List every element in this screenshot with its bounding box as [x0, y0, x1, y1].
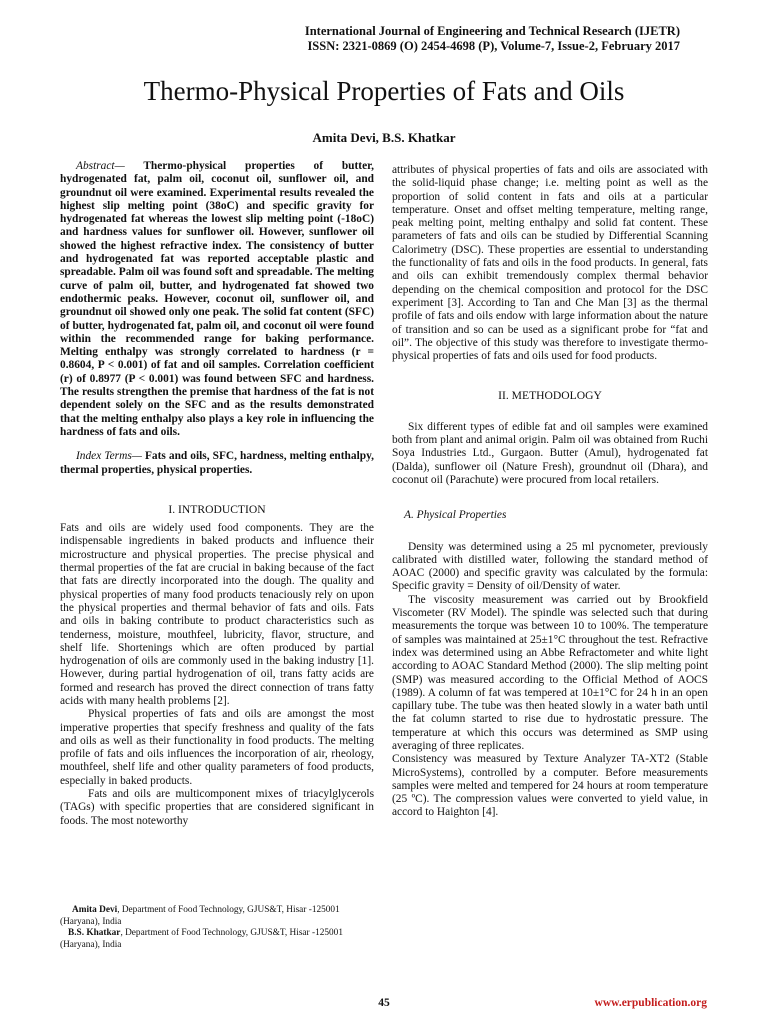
index-terms: [60, 450, 374, 477]
methodology-paragraph-3: The viscosity measurement was carried out by Brookfield Viscometer (RV Model). The spindle was selected such that during measurements the torque was between 10 to 100%. The temperature of samples was maintained at 25±1°C throughout the test. Refractive index was determined using an Abbe Refractometer and white light according to AOAC Standard Method (2000). The slip melting point (SMP) was measured according to the Official Method of AOCS (1989). A column of fat was tempered at 10±1°C for 24 h in an open capillary tube. The tube was then heated slowly in a water bath until the fat column started to rise due to hydrostatic pressure. The temperature at which this occurs was determined as SMP using averaging of three replicates.: [392, 593, 708, 752]
footnote-author-1-text: , Department of Food Technology, GJUS&T, Hisar -125001 (Haryana), India: [60, 905, 340, 927]
abstract-text: Thermo-physical properties of butter, hydrogenated fat, palm oil, coconut oil, sunflower oil, and groundnut oil were examined. Experimental results revealed the highest slip melting point (38oC) and specific gravity for hydrogenated fat whereas the lowest slip melting point (-18oC) and hardness values for sunflower oil. However, sunflower oil showed the highest refractive index. The consistency of butter and hydrogenated fat was reported acceptable plastic and spreadable. Palm oil was found soft and spreadable. The melting curve of palm oil, butter, and hydrogenated fat showed two endothermic peaks. However, coconut oil, sunflower oil, and groundnut oil showed only one peak. The solid fat content (SFC) of butter, hydrogenated fat, palm oil, and coconut oil were found within the recommended range for baking performance. Melting enthalpy was strongly correlated to hardness (r = 0.8604, P < 0.001) of fat and oil samples. Correlation coefficient (r) of 0.8977 (P < 0.001) was found between SFC and hardness. The results strengthen the premise that hardness of the fat is not dependent solely on the SFC and as the results demonstrated that the melting enthalpy also plays a key role in influencing the hardness of fats and oils.: [60, 160, 374, 438]
footnote-author-1: [60, 905, 378, 928]
index-terms-label: Index Terms—: [76, 450, 142, 463]
footnote-author-2: [60, 928, 378, 951]
paper-title: Thermo-Physical Properties of Fats and Oils: [143, 76, 625, 106]
footnote-author-1-name: Amita Devi: [72, 905, 118, 915]
methodology-paragraph-1: Six different types of edible fat and oil samples were examined both from plant and animal origin. Palm oil was obtained from Ruchi Soya Industries Ltd., Gurgaon. Butter (Amul), hydrogenated fat (Dalda), sunflower oil (Nature Fresh), groundnut oil (Dhara), and coconut oil (Parachute) were procured from local retailers.: [392, 420, 708, 486]
publisher-url-link[interactable]: www.erpublication.org: [594, 997, 707, 1009]
intro-paragraph-4: attributes of physical properties of fats and oils are associated with the solid-liquid phase change; i.e. melting point as well as the proportion of solid content in fats and oils at a particular temperature. Onset and offset melting temperature, melting range, peak melting point, melting enthalpy and solid fat content. These parameters of fats and oils can be studied by Differential Scanning Calorimetry (DSC). These properties are essential to understanding the functionality of fats and oils in the food products. In general, fats and oils can exhibit tremendously complex thermal behavior depending on the chemical composition and protocol for the DSC experiment [3]. According to Tan and Che Man [3] as the thermal profile of fats and oils endow with large information about the nature of transition and so can be used as a significant probe for “fat and oil”. The objective of this study was therefore to investigate thermo-physical properties of fats and oils used for food products.: [392, 164, 708, 363]
author-footnotes: [60, 905, 378, 951]
intro-paragraph-3: Fats and oils are multicomponent mixes of triacylglycerols (TAGs) with specific properties that are considered significant in foods. The most noteworthy: [60, 788, 374, 827]
section-heading-introduction: I. INTRODUCTION: [168, 502, 266, 516]
footnote-author-2-name: B.S. Khatkar: [68, 928, 121, 938]
left-column: [60, 160, 374, 828]
paper-authors: Amita Devi, B.S. Khatkar: [312, 130, 456, 145]
section-heading-methodology: II. METHODOLOGY: [498, 389, 602, 403]
journal-issn: ISSN: 2321-0869 (O) 2454-4698 (P), Volume-7, Issue-2, February 2017: [307, 39, 680, 53]
methodology-paragraph-4: Consistency was measured by Texture Analyzer TA-XT2 (Stable MicroSystems), controlled by a computer. Before measurements samples were melted and tempered for 24 hours at room temperature (25 ºC). The compression values were converted to yield value, in accord to Haighton [4].: [392, 753, 708, 819]
index-terms-text: Fats and oils, SFC, hardness, melting enthalpy, thermal properties, physical properties.: [60, 450, 374, 476]
footnote-author-2-text: , Department of Food Technology, GJUS&T, Hisar -125001 (Haryana), India: [60, 928, 343, 950]
journal-header: [305, 24, 680, 54]
methodology-paragraph-2: Density was determined using a 25 ml pycnometer, previously calibrated with distilled water, following the standard method of AOAC (2000) and specific gravity was calculated by the formula: Specific gravity = Density of oil/Density of water.: [392, 540, 708, 593]
page-number: 45: [378, 997, 390, 1009]
intro-paragraph-1: Fats and oils are widely used food components. They are the indispensable ingredients in baked products and influence their microstructure and physical properties. The precise physical and thermal properties of the fat are crucial in baking because of the fact that fats are directly incorporated into the dough. The quality and physical properties of many food products tenaciously rely on upon the physical properties and thermal behavior of fats and oils. Fats and oils in baking contribute to product characteristics such as tenderness, moisture, mouthfeel, lubricity, flavor, structure, and shelf life. Shortenings which are often produced by partial hydrogenation of oils are commonly used in the baking industry [1]. However, during partial hydrogenation of oil, trans fatty acids are formed and research has proved the direct connection of trans fatty acids with many health problems [2].: [60, 522, 374, 707]
journal-name: International Journal of Engineering and Technical Research (IJETR): [304, 24, 680, 38]
intro-paragraph-2: Physical properties of fats and oils are amongst the most imperative properties that specify freshness and quality of the fats and oils as well as their functionality in food products. The melting profile of fats and oils influences the incorporation of air, rheology, mouthfeel, shelf life and other quality parameters of food products, especially in baked products.: [60, 708, 374, 787]
abstract: [60, 160, 374, 439]
right-column: [392, 164, 708, 820]
subsection-heading-physical-properties: A. Physical Properties: [404, 509, 507, 522]
abstract-label: Abstract—: [76, 160, 125, 172]
